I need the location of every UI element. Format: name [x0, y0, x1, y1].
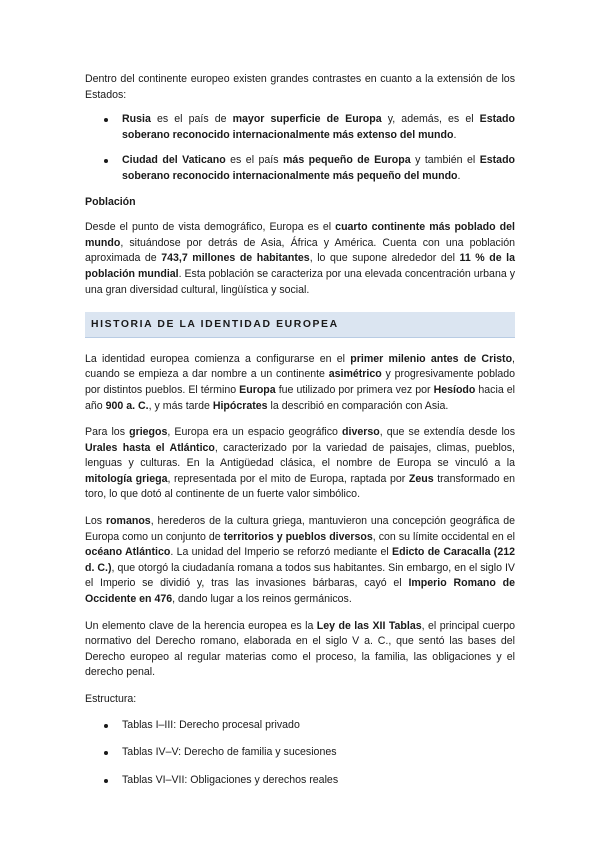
page-content — [85, 72, 515, 800]
history-paragraph-4: Un elemento clave de la herencia europea es la Ley de las XII Tablas, el principal cuerpo normativo del Derecho romano, elaborada en el siglo V a. C., que sentó las bases del Derecho europeo al regular materias como el proceso, la familia, las obligaciones y el derecho penal. — [85, 619, 515, 679]
list-item: Ciudad del Vaticano es el país más pequeño de Europa y también el Estado soberano reconocido internacionalmente más pequeño del mundo. — [85, 153, 515, 184]
poblacion-heading: Población — [85, 195, 136, 208]
section-heading-bar: HISTORIA DE LA IDENTIDAD EUROPEA — [85, 312, 515, 338]
list-item: Tablas VI–VII: Obligaciones y derechos reales — [85, 773, 515, 789]
list-item: Tablas IV–V: Derecho de familia y sucesiones — [85, 745, 515, 761]
intro-paragraph: Dentro del continente europeo existen grandes contrastes en cuanto a la extensión de los Estados: — [85, 73, 515, 101]
history-paragraph-2: Para los griegos, Europa era un espacio geográfico diverso, que se extendía desde los Urales hasta el Atlántico, caracterizado por la variedad de paisajes, climas, pueblos, lenguas y culturas. En la Antigüedad clásica, el nombre de Europa se vinculó a la mitología griega, representada por el mito de Europa, raptada por Zeus transformado en toro, lo que dotó al continente de un fuerte valor simbólico. — [85, 426, 515, 501]
history-paragraph-3: Los romanos, herederos de la cultura griega, mantuvieron una concepción geográfica de Europa como un conjunto de territorios y pueblos diversos, con su límite occidental en el océano Atlántico. La unidad del Imperio se reforzó mediante el Edicto de Caracalla (212 d. C.), que otorgó la ciudadanía romana a todos sus habitantes. Sin embargo, en el siglo IV el Imperio se dividió y, tras las invasiones bárbaras, cayó el Imperio Romano de Occidente en 476, dando lugar a los reinos germánicos. — [85, 515, 516, 606]
estructura-label: Estructura: — [85, 693, 137, 705]
list-item: Tablas I–III: Derecho procesal privado — [85, 718, 515, 734]
list-item: Rusia es el país de mayor superficie de Europa y, además, es el Estado soberano reconocido internacionalmente más extenso del mundo. — [85, 112, 515, 143]
tablas-list — [85, 718, 515, 789]
states-list — [85, 112, 515, 184]
poblacion-paragraph: Desde el punto de vista demográfico, Europa es el cuarto continente más poblado del mundo, situándose por detrás de Asia, África y América. Cuenta con una población aproximada de 743,7 millones de habitantes, lo que supone alrededor del 11 % de la población mundial. Esta población se caracteriza por una elevada concentración urbana y una gran diversidad cultural, lingüística y social. — [85, 221, 515, 296]
history-paragraph-1: La identidad europea comienza a configurarse en el primer milenio antes de Cristo, cuando se empieza a dar nombre a un continente asimétrico y progresivamente poblado por distintos pueblos. El término Europa fue utilizado por primera vez por Hesíodo hacia el año 900 a. C., y más tarde Hipócrates la describió en comparación con Asia. — [85, 352, 516, 412]
